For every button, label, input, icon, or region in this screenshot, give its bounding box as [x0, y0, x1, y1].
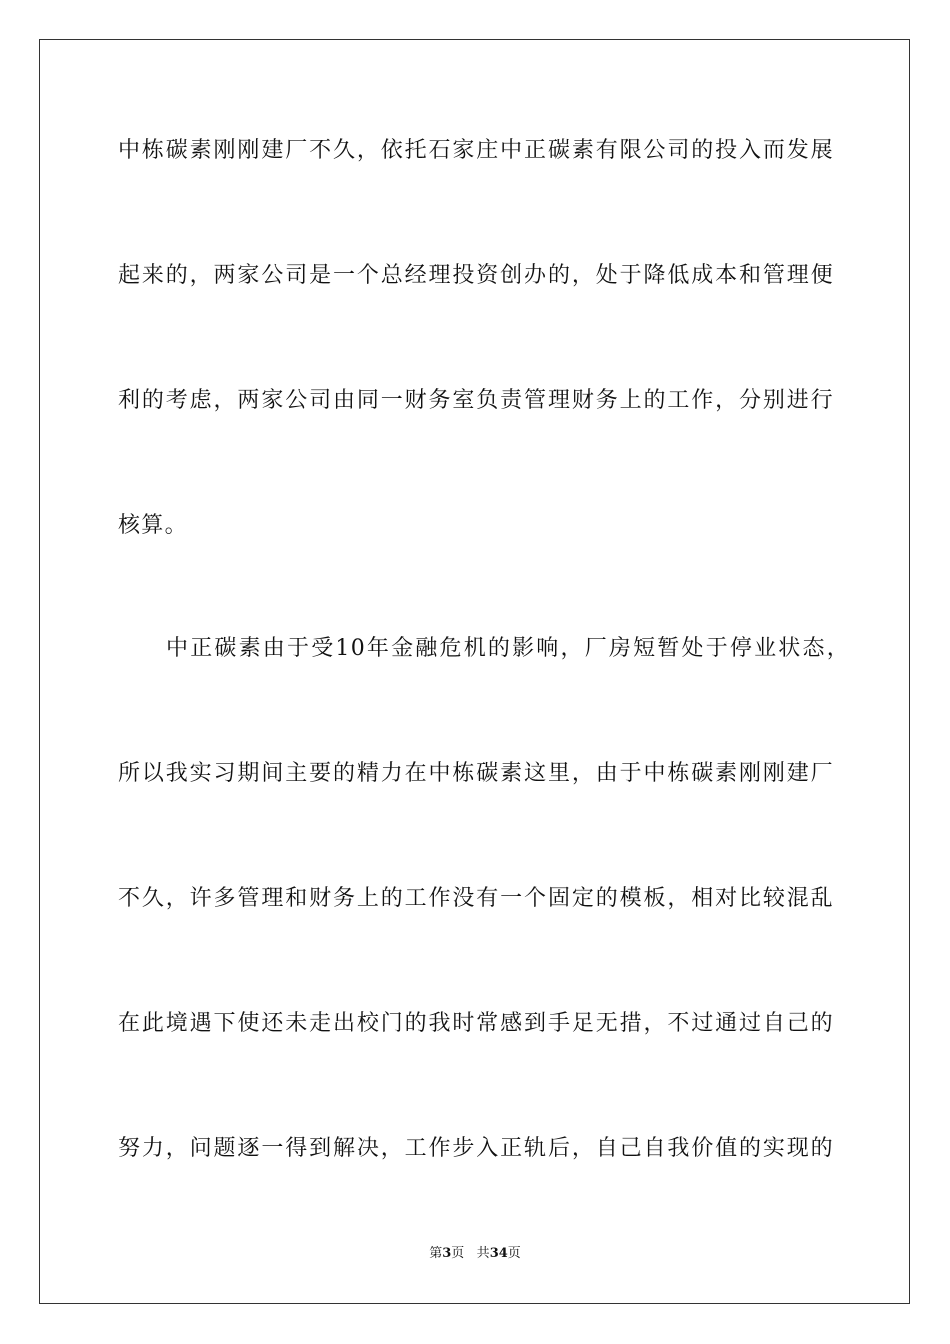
footer-total-prefix: 共	[476, 1246, 490, 1261]
paragraph-line-5: 中正碳素由于受10年金融危机的影响，厂房短暂处于停业状态，	[166, 636, 850, 661]
paragraph-line-1: 中栋碳素刚刚建厂不久，依托石家庄中正碳素有限公司的投入而发展	[118, 138, 834, 163]
paragraph-line-8: 在此境遇下使还未走出校门的我时常感到手足无措，不过通过自己的	[118, 1011, 834, 1036]
footer-total-suffix: 页	[507, 1246, 521, 1261]
paragraph-line-3: 利的考虑，两家公司由同一财务室负责管理财务上的工作，分别进行	[118, 388, 834, 413]
footer-prefix: 第	[429, 1246, 443, 1261]
paragraph-line-6: 所以我实习期间主要的精力在中栋碳素这里，由于中栋碳素刚刚建厂	[118, 761, 834, 786]
footer-page-suffix: 页	[451, 1246, 465, 1261]
paragraph-line-4: 核算。	[118, 513, 188, 538]
paragraph-line-7: 不久，许多管理和财务上的工作没有一个固定的模板，相对比较混乱	[118, 886, 834, 911]
page-footer	[0, 1246, 950, 1262]
page-border	[39, 39, 910, 1304]
paragraph-line-9: 努力，问题逐一得到解决，工作步入正轨后，自己自我价值的实现的	[118, 1136, 834, 1161]
current-page-number: 3	[442, 1246, 452, 1261]
paragraph-line-2: 起来的，两家公司是一个总经理投资创办的，处于降低成本和管理便	[118, 263, 834, 288]
total-page-count: 34	[489, 1246, 508, 1261]
